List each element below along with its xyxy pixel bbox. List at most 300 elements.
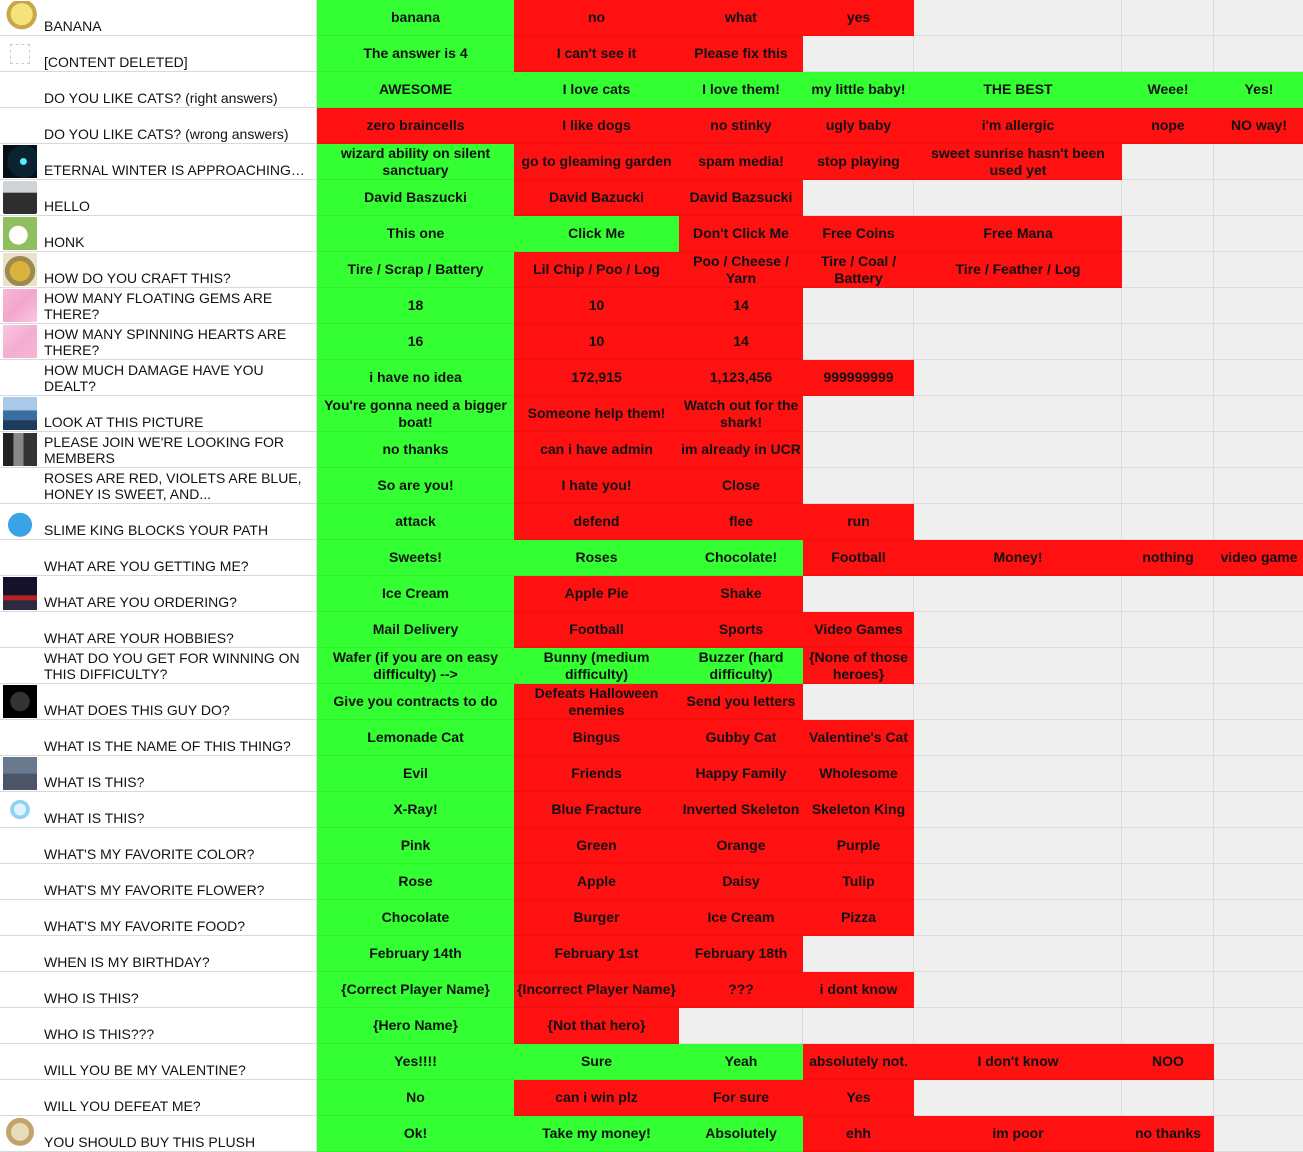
correct-answer-cell[interactable]: i have no idea — [317, 360, 514, 396]
empty-cell[interactable] — [914, 180, 1122, 216]
wrong-answer-cell[interactable]: Friends — [514, 756, 679, 792]
wrong-answer-cell[interactable]: I hate you! — [514, 468, 679, 504]
empty-cell[interactable] — [803, 1008, 914, 1044]
question-cell[interactable] — [40, 720, 317, 756]
wrong-answer-cell[interactable]: i'm allergic — [914, 108, 1122, 144]
empty-cell[interactable] — [914, 432, 1122, 468]
question-text: SLIME KING BLOCKS YOUR PATH — [44, 522, 269, 538]
row-thumbnail — [0, 1116, 40, 1152]
question-cell[interactable] — [40, 360, 317, 396]
wrong-answer-cell[interactable]: nothing — [1122, 540, 1214, 576]
empty-cell[interactable] — [914, 324, 1122, 360]
wrong-answer-cell[interactable]: video game — [1214, 540, 1303, 576]
question-cell[interactable] — [40, 144, 317, 180]
correct-answer-cell[interactable]: Mail Delivery — [317, 612, 514, 648]
empty-cell[interactable] — [1122, 180, 1214, 216]
wrong-answer-cell[interactable]: {Not that hero} — [514, 1008, 679, 1044]
correct-answer-cell[interactable]: Sure — [514, 1044, 679, 1080]
wrong-answer-cell[interactable]: spam media! — [679, 144, 803, 180]
winter-creature-icon — [3, 145, 37, 178]
wrong-answer-cell[interactable]: Tire / Feather / Log — [914, 252, 1122, 288]
wrong-answer-cell[interactable]: Purple — [803, 828, 914, 864]
row-thumbnail — [0, 288, 40, 324]
empty-cell[interactable] — [1214, 396, 1303, 432]
empty-cell[interactable] — [1122, 504, 1214, 540]
wrong-answer-cell[interactable]: Poo / Cheese / Yarn — [679, 252, 803, 288]
empty-cell[interactable] — [1122, 792, 1214, 828]
row-thumbnail — [0, 972, 40, 1008]
correct-answer-cell[interactable]: banana — [317, 0, 514, 36]
deleted-icon — [10, 44, 30, 64]
empty-cell[interactable] — [914, 504, 1122, 540]
wrong-answer-cell[interactable]: Defeats Halloween enemies — [514, 684, 679, 720]
wrong-answer-cell[interactable]: defend — [514, 504, 679, 540]
empty-cell[interactable] — [1214, 900, 1303, 936]
row-thumbnail — [0, 756, 40, 792]
row-thumbnail — [0, 864, 40, 900]
wrong-answer-cell[interactable]: {None of those heroes} — [803, 648, 914, 684]
question-cell[interactable] — [40, 900, 317, 936]
empty-cell[interactable] — [1122, 900, 1214, 936]
wrong-answer-cell[interactable]: 1,123,456 — [679, 360, 803, 396]
empty-cell[interactable] — [1122, 756, 1214, 792]
wrong-answer-cell[interactable]: David Bazucki — [514, 180, 679, 216]
question-text: WILL YOU DEFEAT ME? — [44, 1098, 201, 1114]
wrong-answer-cell[interactable]: Tire / Coal / Battery — [803, 252, 914, 288]
wrong-answer-cell[interactable]: Apple — [514, 864, 679, 900]
question-cell[interactable] — [40, 828, 317, 864]
correct-answer-cell[interactable]: wizard ability on silent sanctuary — [317, 144, 514, 180]
empty-cell[interactable] — [1214, 324, 1303, 360]
empty-cell[interactable] — [1214, 144, 1303, 180]
empty-cell[interactable] — [914, 648, 1122, 684]
row-thumbnail — [0, 216, 40, 252]
empty-cell[interactable] — [1214, 936, 1303, 972]
wrong-answer-cell[interactable]: Money! — [914, 540, 1122, 576]
wrong-answer-cell[interactable]: zero braincells — [317, 108, 514, 144]
wrong-answer-cell[interactable]: 999999999 — [803, 360, 914, 396]
empty-cell[interactable] — [1122, 1080, 1214, 1116]
empty-cell[interactable] — [1214, 504, 1303, 540]
row-thumbnail — [0, 324, 40, 360]
empty-cell[interactable] — [914, 828, 1122, 864]
group-picture-icon — [3, 433, 37, 466]
empty-cell[interactable] — [914, 792, 1122, 828]
empty-cell[interactable] — [1214, 828, 1303, 864]
row-thumbnail — [0, 684, 40, 720]
question-text: WHAT IS THIS? — [44, 774, 145, 790]
row-thumbnail — [0, 540, 40, 576]
empty-cell[interactable] — [914, 720, 1122, 756]
correct-answer-cell[interactable]: X-Ray! — [317, 792, 514, 828]
empty-cell[interactable] — [914, 1080, 1122, 1116]
wrong-answer-cell[interactable]: nope — [1122, 108, 1214, 144]
empty-cell[interactable] — [803, 684, 914, 720]
question-cell[interactable] — [40, 324, 317, 360]
question-text: PLEASE JOIN WE'RE LOOKING FOR MEMBERS — [44, 434, 284, 466]
question-cell[interactable] — [40, 288, 317, 324]
wrong-answer-cell[interactable]: no stinky — [679, 108, 803, 144]
correct-answer-cell[interactable]: 16 — [317, 324, 514, 360]
empty-cell[interactable] — [914, 612, 1122, 648]
question-cell[interactable] — [40, 396, 317, 432]
empty-cell[interactable] — [1214, 468, 1303, 504]
wrong-answer-cell[interactable]: Green — [514, 828, 679, 864]
correct-answer-cell[interactable]: Wafer (if you are on easy difficulty) --> — [317, 648, 514, 684]
row-thumbnail — [0, 180, 40, 216]
wrong-answer-cell[interactable]: 14 — [679, 324, 803, 360]
empty-cell[interactable] — [1214, 180, 1303, 216]
question-cell[interactable] — [40, 432, 317, 468]
correct-answer-cell[interactable]: You're gonna need a bigger boat! — [317, 396, 514, 432]
wrong-answer-cell[interactable]: NO way! — [1214, 108, 1303, 144]
correct-answer-cell[interactable]: AWESOME — [317, 72, 514, 108]
correct-answer-cell[interactable]: Ice Cream — [317, 576, 514, 612]
empty-cell[interactable] — [914, 0, 1122, 36]
restaurant-icon — [3, 577, 37, 610]
correct-answer-cell[interactable]: Bunny (medium difficulty) — [514, 648, 679, 684]
correct-answer-cell[interactable]: Give you contracts to do — [317, 684, 514, 720]
wrong-answer-cell[interactable]: Yes — [803, 1080, 914, 1116]
question-cell[interactable] — [40, 252, 317, 288]
wrong-answer-cell[interactable]: February 18th — [679, 936, 803, 972]
wrong-answer-cell[interactable]: Free Mana — [914, 216, 1122, 252]
empty-cell[interactable] — [914, 684, 1122, 720]
wrong-answer-cell[interactable]: sweet sunrise hasn't been used yet — [914, 144, 1122, 180]
question-text: WHO IS THIS? — [44, 990, 139, 1006]
empty-cell[interactable] — [1122, 1008, 1214, 1044]
correct-answer-cell[interactable]: Click Me — [514, 216, 679, 252]
wrong-answer-cell[interactable]: {Incorrect Player Name} — [514, 972, 679, 1008]
row-thumbnail — [0, 144, 40, 180]
question-cell[interactable] — [40, 1008, 317, 1044]
question-text: WILL YOU BE MY VALENTINE? — [44, 1062, 246, 1078]
empty-cell[interactable] — [1122, 360, 1214, 396]
correct-answer-cell[interactable]: The answer is 4 — [317, 36, 514, 72]
row-thumbnail — [0, 792, 40, 828]
empty-cell[interactable] — [1122, 324, 1214, 360]
question-text: WHAT ARE YOUR HOBBIES? — [44, 630, 234, 646]
wrong-answer-cell[interactable]: what — [679, 0, 803, 36]
question-cell[interactable] — [40, 648, 317, 684]
wrong-answer-cell[interactable]: Lil Chip / Poo / Log — [514, 252, 679, 288]
question-cell[interactable] — [40, 0, 317, 36]
empty-cell[interactable] — [914, 756, 1122, 792]
wrong-answer-cell[interactable]: ugly baby — [803, 108, 914, 144]
wrong-answer-cell[interactable]: I don't know — [914, 1044, 1122, 1080]
wrong-answer-cell[interactable]: For sure — [679, 1080, 803, 1116]
question-cell[interactable] — [40, 1116, 317, 1152]
empty-cell[interactable] — [914, 900, 1122, 936]
row-thumbnail — [0, 36, 40, 72]
question-cell[interactable] — [40, 540, 317, 576]
empty-cell[interactable] — [1214, 252, 1303, 288]
question-text: WHAT DOES THIS GUY DO? — [44, 702, 230, 718]
correct-answer-cell[interactable]: Chocolate — [317, 900, 514, 936]
empty-cell[interactable] — [1214, 216, 1303, 252]
correct-answer-cell[interactable]: Buzzer (hard difficulty) — [679, 648, 803, 684]
empty-cell[interactable] — [1214, 1116, 1303, 1152]
question-cell[interactable] — [40, 1044, 317, 1080]
empty-cell[interactable] — [1122, 0, 1214, 36]
empty-cell[interactable] — [803, 936, 914, 972]
empty-cell[interactable] — [1122, 648, 1214, 684]
plush-icon — [3, 1117, 37, 1150]
correct-answer-cell[interactable]: Yeah — [679, 1044, 803, 1080]
empty-cell[interactable] — [1122, 972, 1214, 1008]
wrong-answer-cell[interactable]: Sports — [679, 612, 803, 648]
question-cell[interactable] — [40, 72, 317, 108]
empty-cell[interactable] — [914, 468, 1122, 504]
row-thumbnail — [0, 72, 40, 108]
question-cell[interactable] — [40, 180, 317, 216]
wrong-answer-cell[interactable]: yes — [803, 0, 914, 36]
empty-cell[interactable] — [914, 576, 1122, 612]
wrong-answer-cell[interactable]: ??? — [679, 972, 803, 1008]
empty-cell[interactable] — [914, 36, 1122, 72]
banana-icon — [3, 1, 37, 34]
correct-answer-cell[interactable]: Evil — [317, 756, 514, 792]
question-cell[interactable] — [40, 612, 317, 648]
wrong-answer-cell[interactable]: February 1st — [514, 936, 679, 972]
wrong-answer-cell[interactable]: David Bazsucki — [679, 180, 803, 216]
wrong-answer-cell[interactable]: Close — [679, 468, 803, 504]
empty-cell[interactable] — [1214, 1044, 1303, 1080]
empty-cell[interactable] — [1214, 432, 1303, 468]
wrong-answer-cell[interactable]: i dont know — [803, 972, 914, 1008]
empty-cell[interactable] — [1122, 684, 1214, 720]
empty-cell[interactable] — [1122, 144, 1214, 180]
wrong-answer-cell[interactable]: Pizza — [803, 900, 914, 936]
wrong-answer-cell[interactable]: go to gleaming garden — [514, 144, 679, 180]
empty-cell[interactable] — [1214, 756, 1303, 792]
empty-cell[interactable] — [803, 576, 914, 612]
correct-answer-cell[interactable]: my little baby! — [803, 72, 914, 108]
empty-cell[interactable] — [914, 396, 1122, 432]
empty-cell[interactable] — [1122, 36, 1214, 72]
wrong-answer-cell[interactable]: absolutely not. — [803, 1044, 914, 1080]
empty-cell[interactable] — [1122, 396, 1214, 432]
empty-cell[interactable] — [1122, 936, 1214, 972]
row-thumbnail — [0, 252, 40, 288]
wrong-answer-cell[interactable]: Skeleton King — [803, 792, 914, 828]
wrong-answer-cell[interactable]: Shake — [679, 576, 803, 612]
skeleton-icon — [3, 793, 37, 826]
question-cell[interactable] — [40, 36, 317, 72]
empty-cell[interactable] — [1122, 864, 1214, 900]
wrong-answer-cell[interactable]: run — [803, 504, 914, 540]
correct-answer-cell[interactable]: February 14th — [317, 936, 514, 972]
wrong-answer-cell[interactable]: Inverted Skeleton — [679, 792, 803, 828]
empty-cell[interactable] — [1214, 576, 1303, 612]
correct-answer-cell[interactable]: {Hero Name} — [317, 1008, 514, 1044]
correct-answer-cell[interactable]: Roses — [514, 540, 679, 576]
correct-answer-cell[interactable]: This one — [317, 216, 514, 252]
question-text: DO YOU LIKE CATS? (right answers) — [44, 90, 278, 106]
wrong-answer-cell[interactable]: Free Coins — [803, 216, 914, 252]
empty-cell[interactable] — [1122, 576, 1214, 612]
person-icon — [3, 181, 37, 214]
empty-cell[interactable] — [1122, 612, 1214, 648]
correct-answer-cell[interactable]: Tire / Scrap / Battery — [317, 252, 514, 288]
question-text: [CONTENT DELETED] — [44, 54, 188, 70]
wrong-answer-cell[interactable]: Don't Click Me — [679, 216, 803, 252]
question-cell[interactable] — [40, 216, 317, 252]
wrong-answer-cell[interactable]: Orange — [679, 828, 803, 864]
empty-cell[interactable] — [1214, 1080, 1303, 1116]
correct-answer-cell[interactable]: attack — [317, 504, 514, 540]
question-cell[interactable] — [40, 756, 317, 792]
wrong-answer-cell[interactable]: 10 — [514, 288, 679, 324]
wrong-answer-cell[interactable]: 172,915 — [514, 360, 679, 396]
empty-cell[interactable] — [1214, 864, 1303, 900]
empty-cell[interactable] — [1214, 972, 1303, 1008]
wrong-answer-cell[interactable]: flee — [679, 504, 803, 540]
wrong-answer-cell[interactable]: Wholesome — [803, 756, 914, 792]
wrong-answer-cell[interactable]: Apple Pie — [514, 576, 679, 612]
empty-cell[interactable] — [1214, 684, 1303, 720]
empty-cell[interactable] — [914, 936, 1122, 972]
correct-answer-cell[interactable]: Pink — [317, 828, 514, 864]
wrong-answer-cell[interactable]: Watch out for the shark! — [679, 396, 803, 432]
empty-cell[interactable] — [803, 432, 914, 468]
empty-cell[interactable] — [803, 288, 914, 324]
wrong-answer-cell[interactable]: Please fix this — [679, 36, 803, 72]
correct-answer-cell[interactable]: Rose — [317, 864, 514, 900]
wrong-answer-cell[interactable]: NOO — [1122, 1044, 1214, 1080]
wrong-answer-cell[interactable]: ehh — [803, 1116, 914, 1152]
wrong-answer-cell[interactable]: Send you letters — [679, 684, 803, 720]
wrong-answer-cell[interactable]: im already in UCR — [679, 432, 803, 468]
correct-answer-cell[interactable]: Weee! — [1122, 72, 1214, 108]
wrong-answer-cell[interactable]: can i have admin — [514, 432, 679, 468]
wrong-answer-cell[interactable]: Football — [803, 540, 914, 576]
wrong-answer-cell[interactable]: stop playing — [803, 144, 914, 180]
wrong-answer-cell[interactable]: 14 — [679, 288, 803, 324]
empty-cell[interactable] — [1122, 432, 1214, 468]
row-thumbnail — [0, 360, 40, 396]
question-cell[interactable] — [40, 792, 317, 828]
gems-icon — [3, 289, 37, 322]
question-cell[interactable] — [40, 972, 317, 1008]
empty-cell[interactable] — [1214, 360, 1303, 396]
correct-answer-cell[interactable]: Take my money! — [514, 1116, 679, 1152]
wrong-answer-cell[interactable]: Video Games — [803, 612, 914, 648]
wrong-answer-cell[interactable]: Blue Fracture — [514, 792, 679, 828]
row-thumbnail — [0, 1080, 40, 1116]
empty-cell[interactable] — [914, 360, 1122, 396]
question-text: ROSES ARE RED, VIOLETS ARE BLUE, HONEY IS SWEET, AND... — [44, 470, 302, 502]
correct-answer-cell[interactable]: Sweets! — [317, 540, 514, 576]
correct-answer-cell[interactable]: {Correct Player Name} — [317, 972, 514, 1008]
empty-cell[interactable] — [914, 288, 1122, 324]
empty-cell[interactable] — [679, 1008, 803, 1044]
wrong-answer-cell[interactable]: no thanks — [1122, 1116, 1214, 1152]
wrong-answer-cell[interactable]: Someone help them! — [514, 396, 679, 432]
wrong-answer-cell[interactable]: im poor — [914, 1116, 1122, 1152]
correct-answer-cell[interactable]: Yes!!!! — [317, 1044, 514, 1080]
question-cell[interactable] — [40, 108, 317, 144]
wrong-answer-cell[interactable]: Football — [514, 612, 679, 648]
correct-answer-cell[interactable]: I love them! — [679, 72, 803, 108]
wrong-answer-cell[interactable]: 10 — [514, 324, 679, 360]
correct-answer-cell[interactable]: Yes! — [1214, 72, 1303, 108]
boat-picture-icon — [3, 397, 37, 430]
empty-cell[interactable] — [803, 36, 914, 72]
wrong-answer-cell[interactable]: Bingus — [514, 720, 679, 756]
empty-cell[interactable] — [1122, 288, 1214, 324]
wrong-answer-cell[interactable]: no — [514, 0, 679, 36]
question-cell[interactable] — [40, 576, 317, 612]
question-cell[interactable] — [40, 1080, 317, 1116]
correct-answer-cell[interactable]: Lemonade Cat — [317, 720, 514, 756]
empty-cell[interactable] — [803, 180, 914, 216]
empty-cell[interactable] — [1214, 648, 1303, 684]
row-thumbnail — [0, 432, 40, 468]
correct-answer-cell[interactable]: Absolutely — [679, 1116, 803, 1152]
empty-cell[interactable] — [1122, 720, 1214, 756]
question-cell[interactable] — [40, 864, 317, 900]
wrong-answer-cell[interactable]: Gubby Cat — [679, 720, 803, 756]
correct-answer-cell[interactable]: David Baszucki — [317, 180, 514, 216]
empty-cell[interactable] — [914, 864, 1122, 900]
correct-answer-cell[interactable]: So are you! — [317, 468, 514, 504]
empty-cell[interactable] — [1214, 0, 1303, 36]
empty-cell[interactable] — [1214, 792, 1303, 828]
wrong-answer-cell[interactable]: Valentine's Cat — [803, 720, 914, 756]
question-text: WHAT IS THE NAME OF THIS THING? — [44, 738, 291, 754]
empty-cell[interactable] — [1122, 468, 1214, 504]
wrong-answer-cell[interactable]: can i win plz — [514, 1080, 679, 1116]
empty-cell[interactable] — [1122, 828, 1214, 864]
question-cell[interactable] — [40, 468, 317, 504]
empty-cell[interactable] — [1214, 612, 1303, 648]
empty-cell[interactable] — [1214, 288, 1303, 324]
correct-answer-cell[interactable]: no thanks — [317, 432, 514, 468]
empty-cell[interactable] — [803, 468, 914, 504]
question-cell[interactable] — [40, 936, 317, 972]
empty-cell[interactable] — [1214, 1008, 1303, 1044]
question-text: YOU SHOULD BUY THIS PLUSH — [44, 1134, 256, 1150]
empty-cell[interactable] — [1122, 216, 1214, 252]
empty-cell[interactable] — [1214, 720, 1303, 756]
empty-cell[interactable] — [1122, 252, 1214, 288]
correct-answer-cell[interactable]: Chocolate! — [679, 540, 803, 576]
empty-cell[interactable] — [803, 324, 914, 360]
wrong-answer-cell[interactable]: Tulip — [803, 864, 914, 900]
empty-cell[interactable] — [914, 972, 1122, 1008]
wrong-answer-cell[interactable]: I like dogs — [514, 108, 679, 144]
correct-answer-cell[interactable]: No — [317, 1080, 514, 1116]
row-thumbnail — [0, 0, 40, 36]
wrong-answer-cell[interactable]: Ice Cream — [679, 900, 803, 936]
correct-answer-cell[interactable]: I love cats — [514, 72, 679, 108]
question-text: WHEN IS MY BIRTHDAY? — [44, 954, 210, 970]
empty-cell[interactable] — [1214, 36, 1303, 72]
wrong-answer-cell[interactable]: I can't see it — [514, 36, 679, 72]
question-cell[interactable] — [40, 684, 317, 720]
correct-answer-cell[interactable]: Ok! — [317, 1116, 514, 1152]
correct-answer-cell[interactable]: 18 — [317, 288, 514, 324]
question-text: WHAT ARE YOU GETTING ME? — [44, 558, 249, 574]
wrong-answer-cell[interactable]: Daisy — [679, 864, 803, 900]
empty-cell[interactable] — [803, 396, 914, 432]
wrong-answer-cell[interactable]: Burger — [514, 900, 679, 936]
wrong-answer-cell[interactable]: Happy Family — [679, 756, 803, 792]
correct-answer-cell[interactable]: THE BEST — [914, 72, 1122, 108]
question-cell[interactable] — [40, 504, 317, 540]
empty-cell[interactable] — [914, 1008, 1122, 1044]
